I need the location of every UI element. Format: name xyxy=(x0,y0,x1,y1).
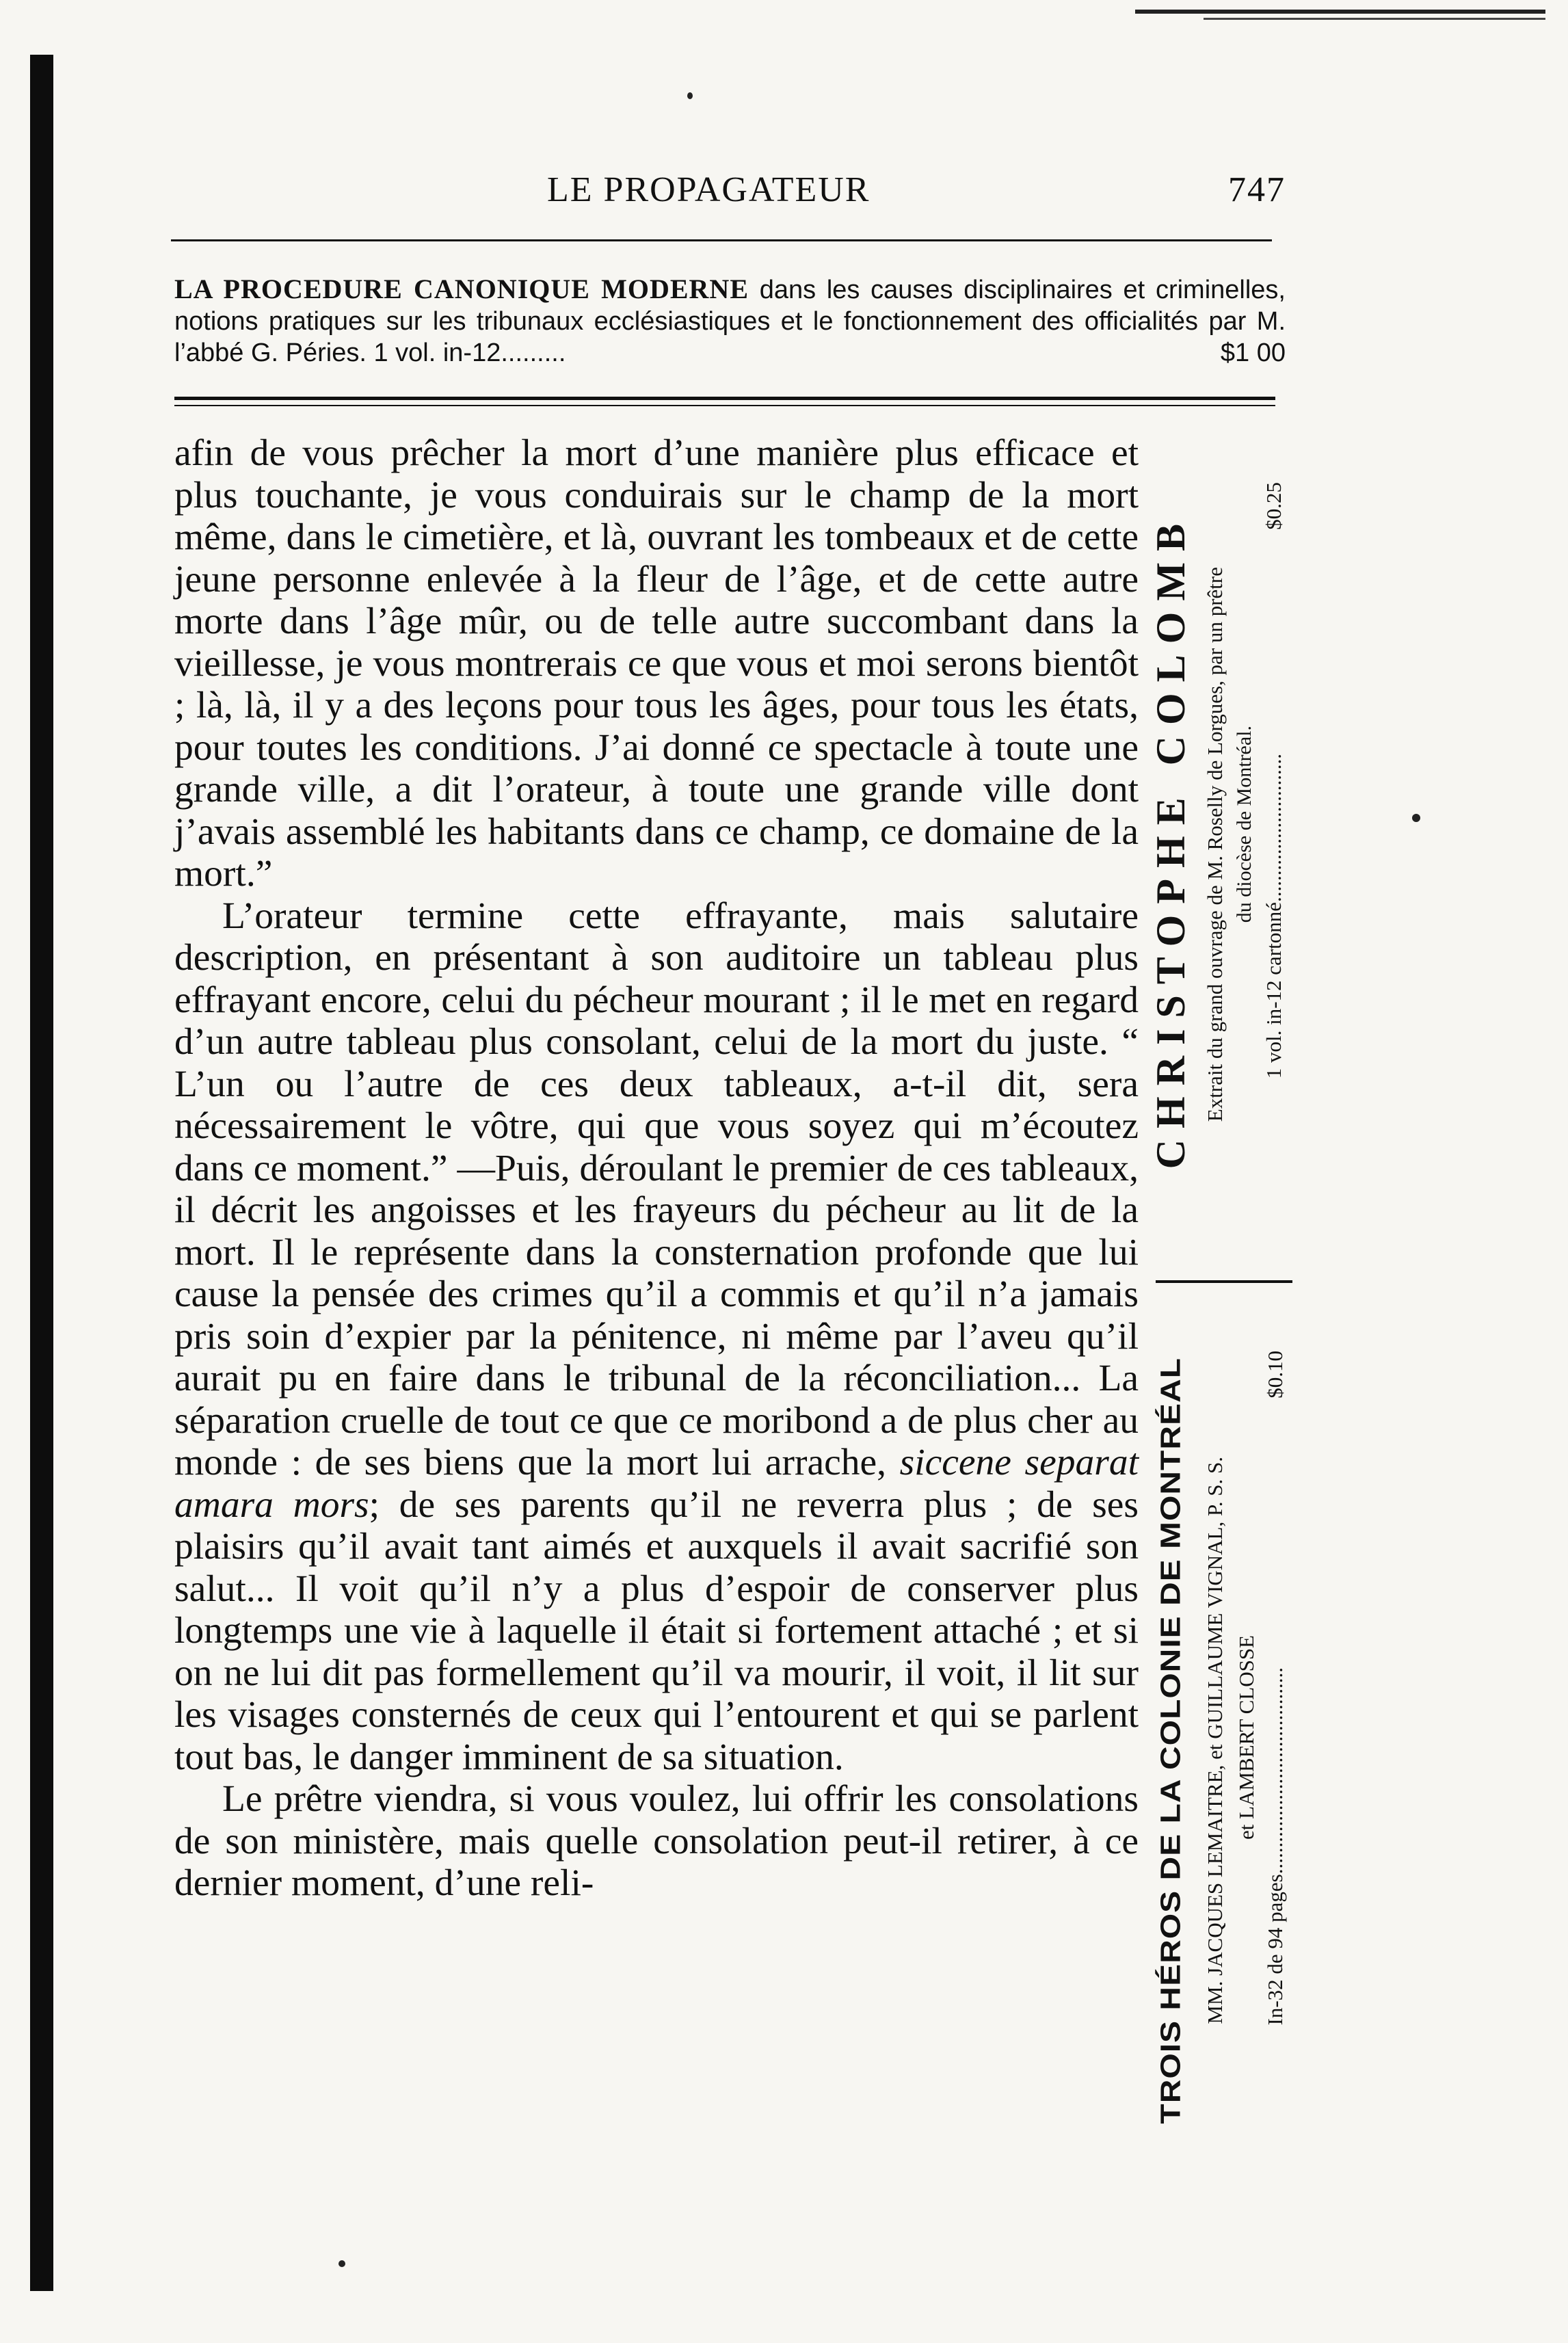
paragraph-text: ; de ses parents qu’il ne reverra plus ; de ses plaisirs qu’il avait tant aimés et auxquels il avait sacrifié son salut... Il voit qu’il n’y a plus d’espoir de conserver plus longtemps une vie à laquelle il était si fortement attaché ; et si on ne lui dit pas formellement qu’il va mourir, il voit, il lit sur les visages consternés de ceux qui l’entourent et qui se parlent tout bas, le danger imminent de sa situation. xyxy=(174,1483,1139,1778)
notice-rule-thick xyxy=(174,397,1275,400)
side-ad-bottom-line3: In-32 de 94 pages....................................... xyxy=(1263,1667,1287,2026)
side-ad-top-price: $0.25 xyxy=(1262,482,1286,530)
running-title: LE PROPAGATEUR xyxy=(547,170,871,209)
paragraph-text: L’orateur termine cette effrayante, mais salutaire description, en présentant à son auditoire un tableau plus effrayant encore, celui du pécheur mourant ; il le met en regard d’un autre tableau plus consolant, celui de la mort du juste. “ L’un ou l’autre de ces deux tableaux, a-t-il dit, sera nécessairement le vôtre, qui que vous soyez qui m’écoutez dans ce moment.” —Puis, déroulant le premier de ces tableaux, il décrit les angoisses et les frayeurs du pécheur au lit de la mort. Il le représente dans la consternation profonde que lui cause la pensée des crimes qu’il a commis et qu’il n’a jamais pris soin d’expier par la pénitence, ni même par l’aveu qu’il aurait pu en faire dans le tribunal de la réconciliation... La séparation cruelle de tout ce que ce moribond a de plus cher au monde : de ses biens que la mort lui arrache, xyxy=(174,895,1139,1483)
article-body xyxy=(174,432,1139,1905)
print-speck xyxy=(687,92,693,99)
page-spine-shadow xyxy=(30,55,53,2291)
notice-text: dans les causes disciplinaires et criminelles, notions pratiques sur les tribunaux ecclésiastiques et le fonctionnement des officialités par M. l’abbé G. Péries. 1 vol. in-12......... xyxy=(174,276,1286,367)
side-ad-top-title: CHRISTOPHE COLOMB xyxy=(1148,513,1193,1169)
paragraph: afin de vous prêcher la mort d’une manière plus efficace et plus touchante, je vous conduirais sur le champ de la mort même, dans le cimetière, et là, ouvrant les tombeaux et de cette jeune personne enlevée à la fleur de l’âge, et de cette autre morte dans l’âge mûr, ou de telle autre succombant dans la vieillesse, je vous montrerais ce que vous et moi serons bientôt ; là, là, il y a des leçons pour tous les âges, pour tous les états, pour toutes les conditions. J’ai donné ce spectacle à toute une grande ville, a dit l’orateur, à toute une grande ville dont j’avais assemblé les habitants dans ce champ, ce domaine de la mort.” xyxy=(174,432,1139,895)
print-speck xyxy=(338,2260,345,2267)
side-ad-bottom-line1: MM. JACQUES LEMAITRE, et GUILLAUME VIGNAL, P. S. S. xyxy=(1203,1457,1227,2024)
book-notice xyxy=(174,274,1286,369)
notice-price: $1 00 xyxy=(1220,339,1286,367)
top-edge-rule-thin xyxy=(1204,18,1545,20)
latin-quote: siccene separat amara mors xyxy=(174,1442,1139,1526)
side-ad-top-line3: 1 vol. in-12 cartonné............................ xyxy=(1262,754,1286,1079)
notice-title: LA PROCEDURE CANONIQUE MODERNE xyxy=(174,274,749,304)
side-ad-bottom-line2: et LAMBERT CLOSSE xyxy=(1234,1634,1258,1840)
side-ad-top-line1: Extrait du grand ouvrage de M. Roselly de Lorgues, par un prêtre xyxy=(1203,567,1227,1122)
side-ad-bottom-title: TROIS HÉROS DE LA COLONIE DE MONTRÉAL xyxy=(1155,1357,1187,2124)
header-rule xyxy=(171,239,1272,241)
running-header xyxy=(171,170,1286,217)
side-ad-bottom-price: $0.10 xyxy=(1263,1351,1287,1399)
paragraph xyxy=(174,895,1139,1779)
side-ad-top-line2: du diocèse de Montréal. xyxy=(1233,725,1255,923)
page-number: 747 xyxy=(1228,170,1286,209)
top-edge-rule xyxy=(1135,10,1545,14)
notice-rule-thin xyxy=(174,405,1275,406)
paragraph: Le prêtre viendra, si vous voulez, lui offrir les consolations de son ministère, mais quelle consolation peut-il retirer, à ce dernier moment, d’une reli- xyxy=(174,1778,1139,1904)
print-speck xyxy=(1412,814,1420,822)
side-ad-divider xyxy=(1156,1280,1292,1283)
